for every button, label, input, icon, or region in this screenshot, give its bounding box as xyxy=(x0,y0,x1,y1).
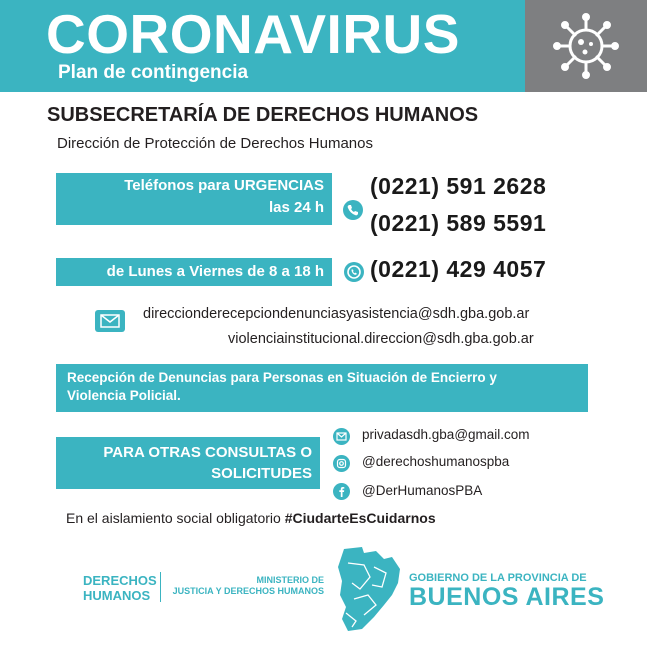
urgencies-label-line1: Teléfonos para URGENCIAS xyxy=(124,177,324,194)
other-consultations-bar xyxy=(56,437,320,489)
reception-line2: Violencia Policial. xyxy=(67,388,181,403)
ministry-line1: MINISTERIO DE xyxy=(256,575,324,585)
derechos-humanos-logo xyxy=(83,573,157,603)
whatsapp-icon xyxy=(344,262,364,282)
virus-icon xyxy=(551,11,621,81)
ministry-logo xyxy=(168,575,324,597)
virus-icon-panel xyxy=(525,0,647,92)
reception-bar xyxy=(56,364,588,412)
province-map-logo xyxy=(334,543,406,635)
instagram-icon xyxy=(333,455,350,472)
email-reception[interactable]: direccionderecepciondenunciasyasistencia@sdh.gba.gob.ar xyxy=(143,306,530,322)
dh-logo-line2: HUMANOS xyxy=(83,588,151,603)
facebook-handle[interactable]: @DerHumanosPBA xyxy=(362,483,483,498)
urgencies-label-bar xyxy=(56,173,332,225)
facebook-icon xyxy=(333,483,350,500)
other-label-line2: SOLICITUDES xyxy=(211,465,312,482)
logo-divider xyxy=(160,572,161,602)
weekdays-label: de Lunes a Viernes de 8 a 18 h xyxy=(106,263,324,280)
footer-hashtag: #CiudarteEsCuidarnos xyxy=(284,510,436,526)
other-email[interactable]: privadasdh.gba@gmail.com xyxy=(362,427,530,442)
page-subtitle: Plan de contingencia xyxy=(58,62,249,83)
urgency-phone-2[interactable]: (0221) 589 5591 xyxy=(370,210,547,236)
ministry-line2: JUSTICIA Y DERECHOS HUMANOS xyxy=(172,586,324,596)
urgency-phone-1[interactable]: (0221) 591 2628 xyxy=(370,173,547,199)
phone-icon xyxy=(343,200,363,220)
mail-icon-small xyxy=(333,428,350,445)
mail-icon xyxy=(95,310,125,332)
footer-message xyxy=(66,510,436,526)
urgencies-label-line2: las 24 h xyxy=(268,199,324,216)
department-name: Dirección de Protección de Derechos Humanos xyxy=(57,135,373,152)
organization-name: SUBSECRETARÍA DE DERECHOS HUMANOS xyxy=(47,104,479,126)
footer-text: En el aislamiento social obligatorio xyxy=(66,510,281,526)
gov-logo-line1: GOBIERNO DE LA PROVINCIA DE xyxy=(409,572,587,584)
dh-logo-line1: DERECHOS xyxy=(83,573,157,588)
weekday-phone[interactable]: (0221) 429 4057 xyxy=(370,256,547,282)
email-institutional-violence[interactable]: violenciainstitucional.direccion@sdh.gba.gob.ar xyxy=(228,331,534,347)
other-label-line1: PARA OTRAS CONSULTAS O xyxy=(103,444,312,461)
page-title: CORONAVIRUS xyxy=(46,3,460,65)
reception-line1: Recepción de Denuncias para Personas en Situación de Encierro y xyxy=(67,370,497,385)
gov-logo-line2: BUENOS AIRES xyxy=(409,583,605,611)
instagram-handle[interactable]: @derechoshumanospba xyxy=(362,454,510,469)
weekdays-label-bar xyxy=(56,258,332,286)
